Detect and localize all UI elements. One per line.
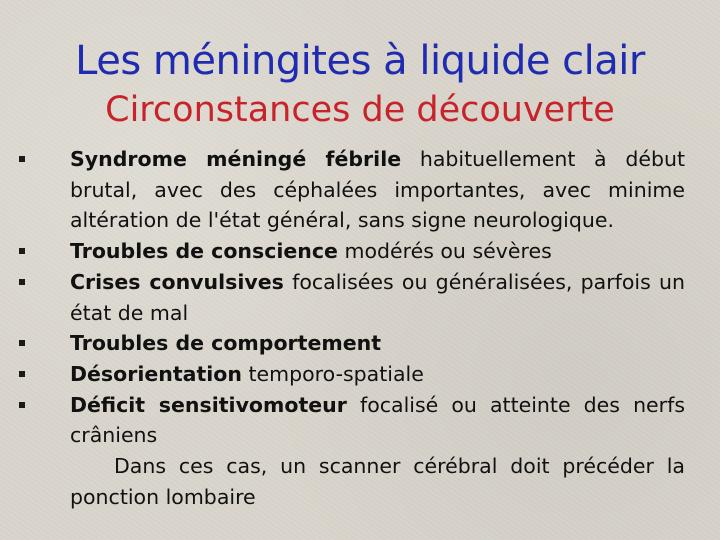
slide-title: Les méningites à liquide clair: [75, 38, 645, 84]
item-text: habituellement à début brutal, avec des céphalées importantes, avec minime altération de l'état général, sans signe neurologique.: [70, 147, 685, 233]
square-bullet-icon: [19, 248, 25, 254]
list-item: [70, 359, 685, 390]
item-term: Désorientation: [70, 361, 242, 386]
list-item: [70, 328, 685, 359]
list-item: [70, 236, 685, 267]
item-term: Troubles de comportement: [70, 331, 382, 356]
item-text: focalisées ou généralisées, parfois un état de mal: [70, 269, 685, 325]
square-bullet-icon: [19, 371, 25, 377]
item-text: modérés ou sévères: [337, 239, 552, 264]
item-term: Déficit sensitivomoteur: [70, 392, 347, 417]
square-bullet-icon: [19, 279, 25, 285]
list-item: [70, 390, 685, 451]
slide-subtitle: Circonstances de découverte: [105, 90, 615, 130]
list-item: [70, 267, 685, 328]
item-text: focalisé ou atteinte des nerfs crâniens: [70, 392, 685, 448]
square-bullet-icon: [19, 340, 25, 346]
list-item: [70, 144, 685, 236]
item-term: Troubles de conscience: [70, 239, 338, 264]
scanner-note: Dans ces cas, un scanner cérébral doit précéder la ponction lombaire: [70, 454, 685, 509]
square-bullet-icon: [19, 156, 25, 162]
bullet-list: [70, 144, 685, 512]
item-term: Syndrome méningé fébrile: [70, 147, 402, 171]
item-text: temporo-spatiale: [241, 361, 424, 386]
square-bullet-icon: [19, 402, 25, 408]
item-term: Crises convulsives: [70, 269, 284, 294]
